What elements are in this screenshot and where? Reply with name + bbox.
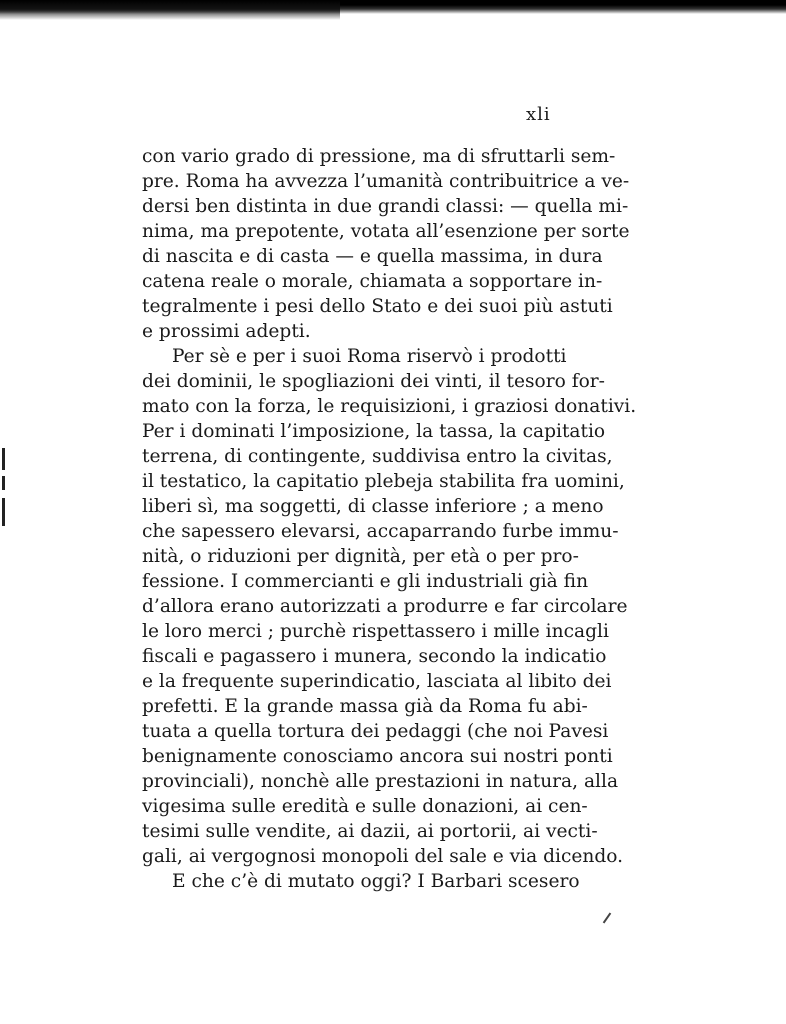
text-line: fessione. I commercianti e gli industriali già fin	[142, 571, 589, 592]
text-line: e la frequente superindicatio, lasciata al libito dei	[142, 671, 612, 692]
text-line: Per sè e per i suoi Roma riservò i prodotti	[172, 346, 567, 367]
text-line: pre. Roma ha avvezza l’umanità contribuitrice a ve-	[142, 171, 630, 192]
text-line: prefetti. E la grande massa già da Roma fu abi-	[142, 696, 588, 717]
scan-top-edge	[0, 0, 786, 14]
text-line: nima, ma prepotente, votata all’esenzione per sorte	[142, 221, 630, 242]
text-line: Per i dominati l’imposizione, la tassa, la capitatio	[142, 421, 606, 442]
text-line: E che c’è di mutato oggi? I Barbari scesero	[172, 871, 580, 892]
text-line: che sapessero elevarsi, accaparrando furbe immu-	[142, 521, 619, 542]
text-line: dei dominii, le spogliazioni dei vinti, il tesoro for-	[142, 371, 605, 392]
text-line: vigesima sulle eredità e sulle donazioni, ai cen-	[142, 796, 588, 817]
text-line: dersi ben distinta in due grandi classi: — quella mi-	[142, 196, 629, 217]
text-line: terrena, di contingente, suddivisa entro la civitas,	[142, 446, 613, 467]
text-line: liberi sì, ma soggetti, di classe inferiore ; a meno	[142, 496, 604, 517]
text-line: benignamente conosciamo ancora sui nostri ponti	[142, 746, 613, 767]
text-line: d’allora erano autorizzati a produrre e far circolare	[142, 596, 628, 617]
text-line: mato con la forza, le requisizioni, i graziosi donativi.	[142, 396, 637, 417]
text-line: le loro merci ; purchè rispettassero i mille incagli	[142, 621, 609, 642]
scan-margin-marks	[0, 448, 8, 528]
text-line: e prossimi adepti.	[142, 321, 311, 342]
text-line: di nascita e di casta — e quella massima, in dura	[142, 246, 603, 267]
text-line: nità, o riduzioni per dignità, per età o per pro-	[142, 546, 579, 567]
page-number: xli	[526, 104, 551, 125]
text-line: tuata a quella tortura dei pedaggi (che noi Pavesi	[142, 721, 609, 742]
text-line: catena reale o morale, chiamata a sopportare in-	[142, 271, 603, 292]
body-text	[142, 144, 637, 894]
text-line: tegralmente i pesi dello Stato e dei suoi più astuti	[142, 296, 613, 317]
text-line: provinciali), nonchè alle prestazioni in natura, alla	[142, 771, 619, 792]
text-line: con vario grado di pressione, ma di sfruttarli sem-	[142, 146, 616, 167]
scan-stray-mark	[603, 913, 612, 924]
text-line: fiscali e pagassero i munera, secondo la indicatio	[142, 646, 607, 667]
text-line: gali, ai vergognosi monopoli del sale e via dicendo.	[142, 846, 624, 867]
text-line: tesimi sulle vendite, ai dazii, ai portorii, ai vecti-	[142, 821, 598, 842]
text-line: il testatico, la capitatio plebeja stabilita fra uomini,	[142, 471, 625, 492]
